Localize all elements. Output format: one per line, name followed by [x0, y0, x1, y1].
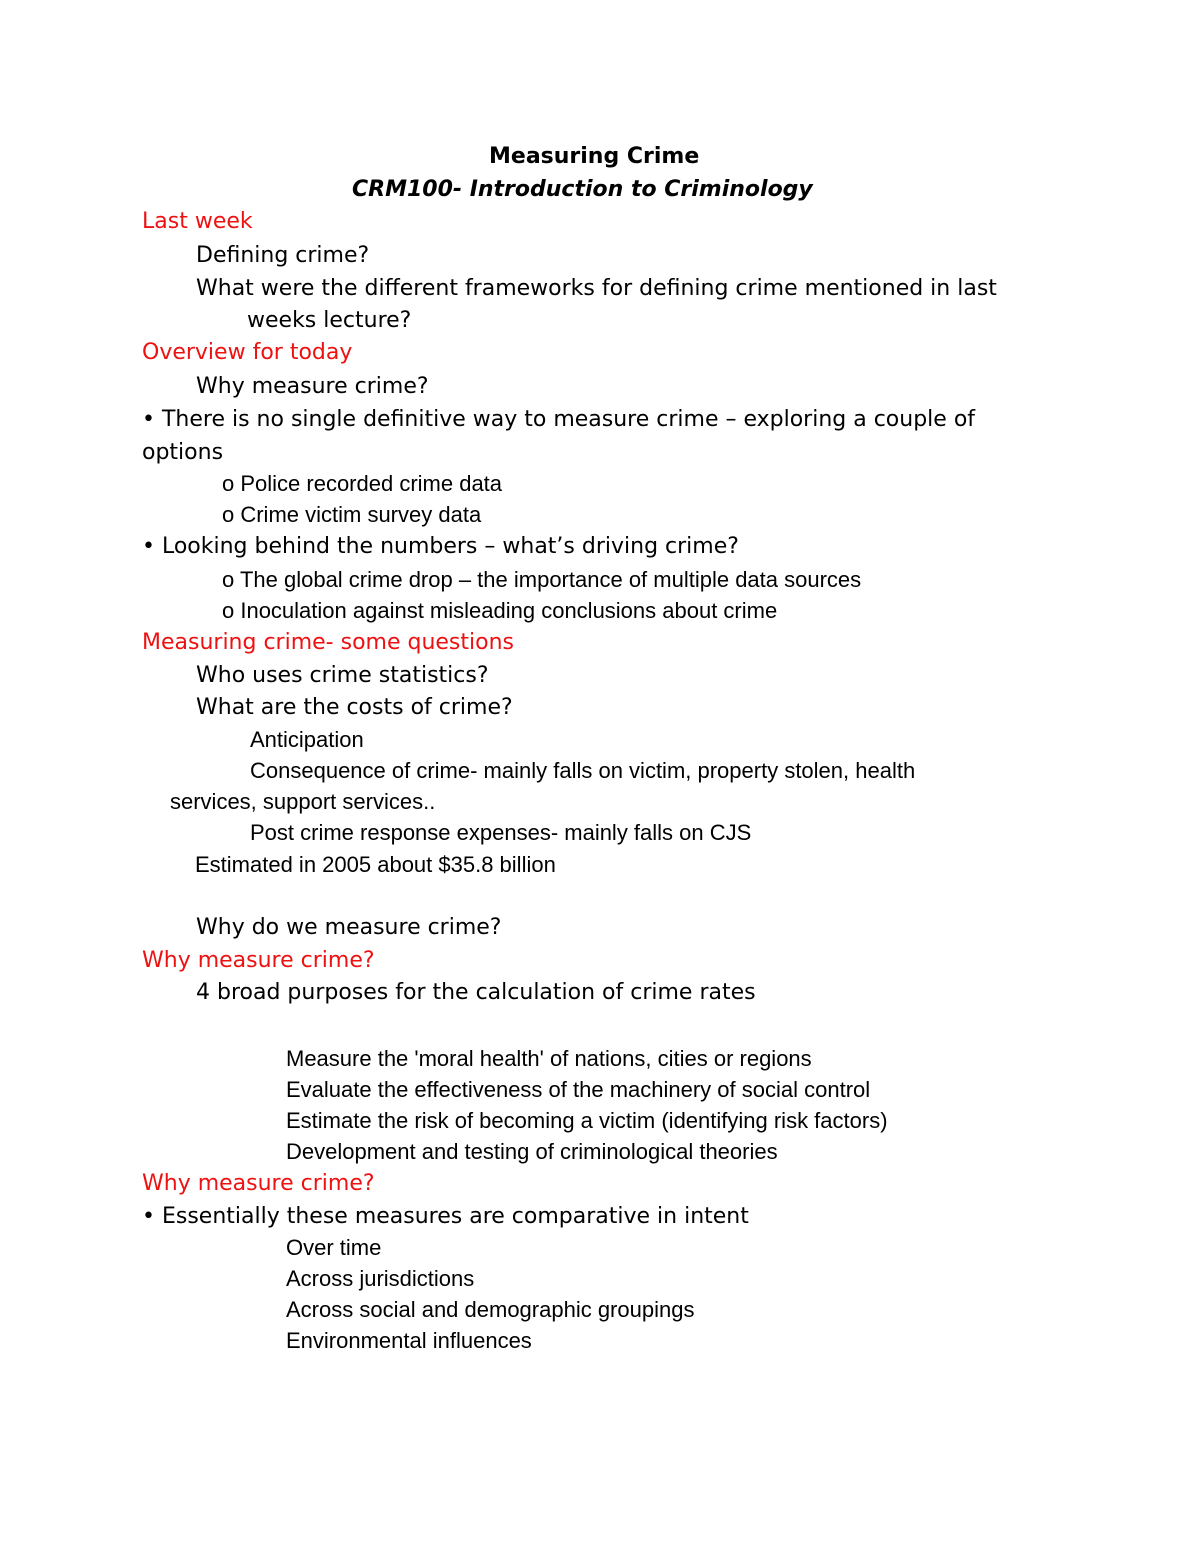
comparison-item: Over time [286, 1235, 382, 1260]
comparison-item: Across jurisdictions [286, 1266, 475, 1291]
question-line: Who uses crime statistics? [196, 663, 489, 688]
cost-item: Post crime response expenses- mainly falls on CJS [250, 820, 752, 845]
overview-bullet-continued: options [142, 440, 224, 465]
overview-sub-item: o Inoculation against misleading conclusions about crime [222, 598, 778, 623]
last-week-item: Defining crime? [196, 243, 370, 268]
document-title: Measuring Crime [489, 144, 700, 169]
overview-line: Why measure crime? [196, 374, 429, 399]
overview-bullet: • Looking behind the numbers – what’s driving crime? [142, 534, 739, 559]
comparison-item: Environmental influences [286, 1328, 532, 1353]
purpose-item: Evaluate the effectiveness of the machinery of social control [286, 1077, 871, 1102]
heading-why-measure: Why measure crime? [142, 1171, 375, 1196]
purpose-item: Measure the 'moral health' of nations, cities or regions [286, 1046, 812, 1071]
last-week-item: What were the different frameworks for defining crime mentioned in last [196, 276, 997, 301]
purpose-item: Estimate the risk of becoming a victim (identifying risk factors) [286, 1108, 888, 1133]
overview-sub-item: o Police recorded crime data [222, 471, 503, 496]
comparison-item: Across social and demographic groupings [286, 1297, 695, 1322]
heading-questions: Measuring crime- some questions [142, 630, 515, 655]
heading-last-week: Last week [142, 209, 253, 234]
heading-overview: Overview for today [142, 340, 353, 365]
purpose-item: Development and testing of criminological theories [286, 1139, 778, 1164]
cost-item: Consequence of crime- mainly falls on victim, property stolen, health [250, 758, 916, 783]
overview-sub-item: o Crime victim survey data [222, 502, 482, 527]
question-line: What are the costs of crime? [196, 695, 513, 720]
heading-why-measure: Why measure crime? [142, 948, 375, 973]
cost-estimate: Estimated in 2005 about $35.8 billion [195, 852, 556, 877]
cost-item: Anticipation [250, 727, 364, 752]
last-week-item: weeks lecture? [247, 308, 412, 333]
comparative-bullet: • Essentially these measures are comparative in intent [142, 1204, 749, 1229]
document-subtitle: CRM100- Introduction to Criminology [352, 177, 813, 202]
cost-item-continued: services, support services.. [170, 789, 436, 814]
overview-sub-item: o The global crime drop – the importance of multiple data sources [222, 567, 862, 592]
question-line: Why do we measure crime? [196, 915, 502, 940]
overview-bullet: • There is no single definitive way to measure crime – exploring a couple of [142, 407, 976, 432]
purposes-intro: 4 broad purposes for the calculation of crime rates [196, 980, 756, 1005]
